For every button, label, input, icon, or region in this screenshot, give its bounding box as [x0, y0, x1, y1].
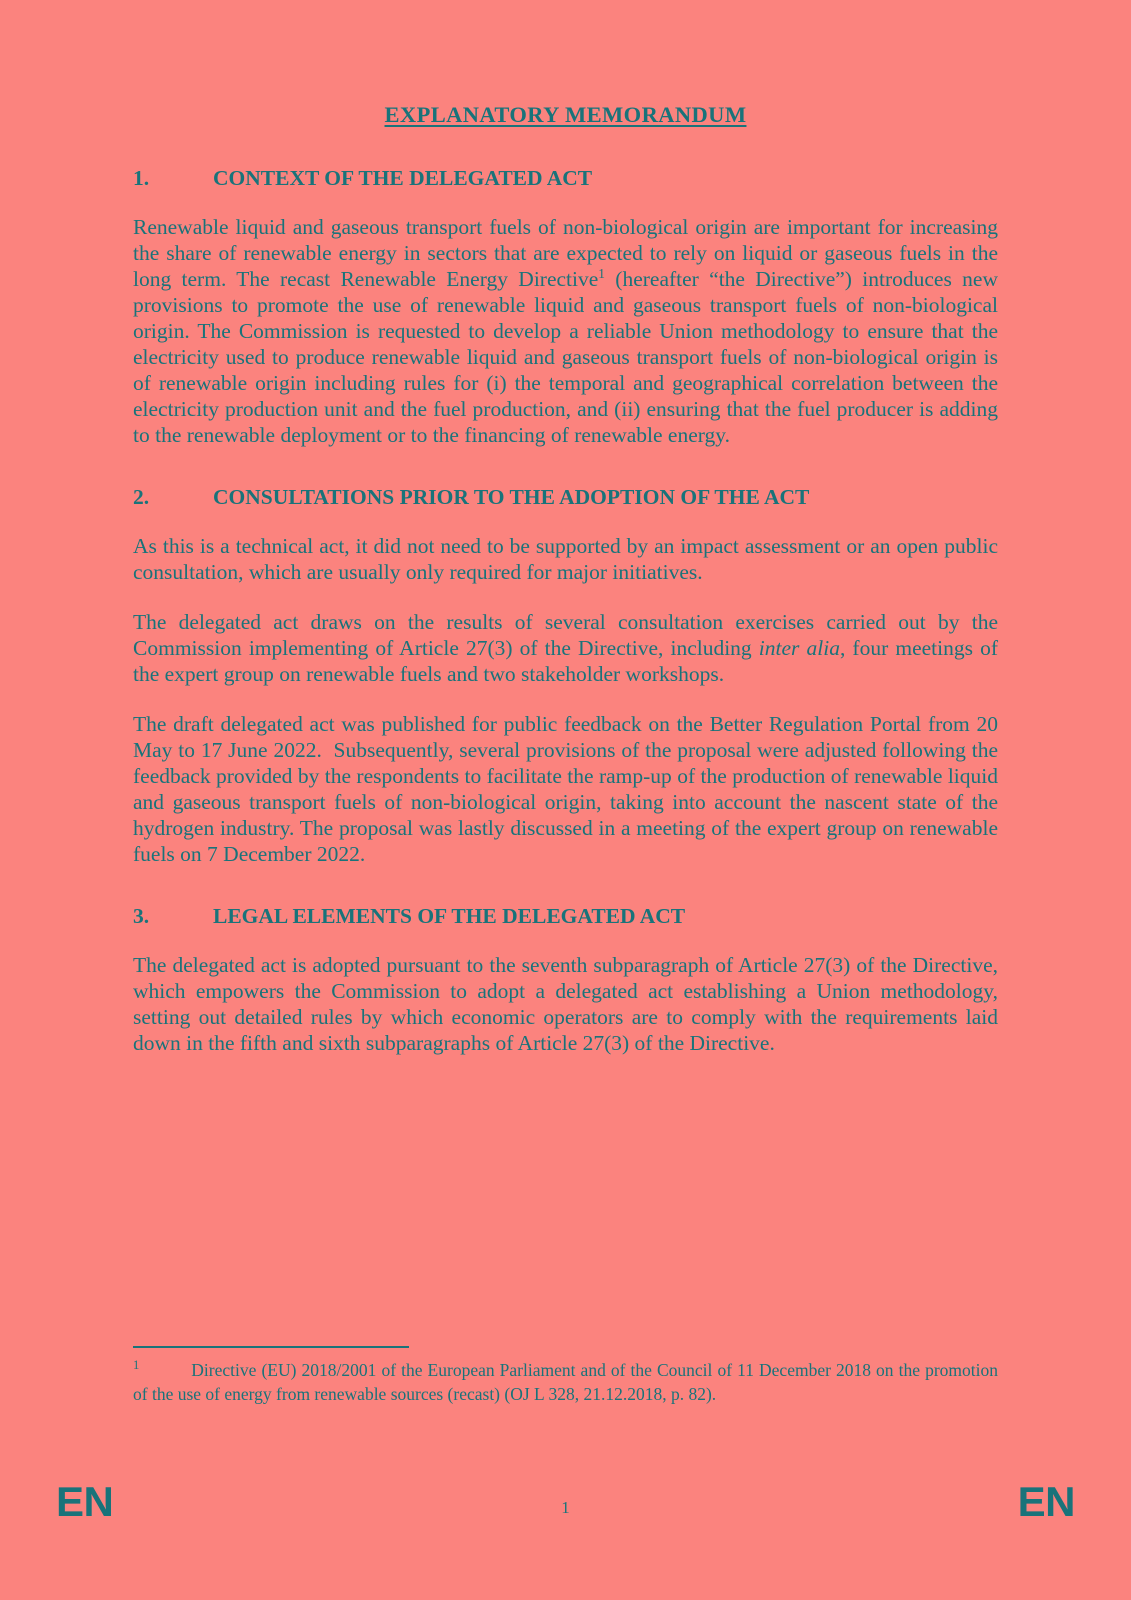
section-1-heading — [133, 165, 998, 192]
section-3-title: LEGAL ELEMENTS OF THE DELEGATED ACT — [213, 904, 686, 928]
paragraph-text: , four meetings of the expert group on renewable fuels and two stakeholder workshops. — [133, 636, 998, 686]
footnote-reference-1: 1 — [598, 265, 605, 281]
paragraph-text: Renewable liquid and gaseous transport fuels of non-biological origin are important for increasing the share of renewable energy in sectors that are expected to rely on liquid or gaseous fuels in the long term. The recast Renewable Energy Directive — [133, 215, 998, 291]
footnote-1 — [133, 1358, 998, 1406]
document-title: EXPLANATORY MEMORANDUM — [384, 102, 747, 127]
section-2-heading — [133, 484, 998, 511]
section-2-paragraph-3: The draft delegated act was published for public feedback on the Better Regulation Portal from 20 May to 17 June 2022. Subsequently, several provisions of the proposal were adjusted following the feedback provided by the respondents to facilitate the ramp-up of the production of renewable liquid and gaseous transport fuels of non-biological origin, taking into account the nascent state of the hydrogen industry. The proposal was lastly discussed in a meeting of the expert group on renewable fuels on 7 December 2022. — [133, 712, 998, 866]
footnote-text: Directive (EU) 2018/2001 of the European Parliament and of the Council of 11 December 2018 on the promotion of the use of energy from renewable sources (recast) (OJ L 328, 21.12.2018, p. 82). — [133, 1360, 998, 1404]
footnote-separator-rule — [133, 1346, 409, 1348]
footnote-marker: 1 — [133, 1358, 140, 1373]
latin-phrase-italic: inter alia — [758, 636, 840, 660]
section-2-number: 2. — [133, 485, 150, 509]
paragraph-text: (hereafter “the Directive”) introduces new provisions to promote the use of renewable liquid and gaseous transport fuels of non-biological origin. The Commission is requested to develop a reliable Union methodology to ensure that the electricity used to produce renewable liquid and gaseous transport fuels of non-biological origin is of renewable origin including rules for (i) the temporal and geographical correlation between the electricity production unit and the fuel production, and (ii) ensuring that the fuel producer is adding to the renewable deployment or to the financing of renewable energy. — [133, 267, 998, 447]
section-1-title: CONTEXT OF THE DELEGATED ACT — [213, 166, 593, 190]
section-2-paragraph-2 — [133, 609, 998, 687]
paragraph-text: The delegated act draws on the results of several consultation exercises carried out by the Commission implementing of Article 27(3) of the Directive, including — [133, 610, 998, 660]
section-2-title: CONSULTATIONS PRIOR TO THE ADOPTION OF THE ACT — [213, 485, 810, 509]
section-1-number: 1. — [133, 166, 150, 190]
section-2-paragraph-1: As this is a technical act, it did not need to be supported by an impact assessment or an open public consultation, which are usually only required for major initiatives. — [133, 534, 998, 584]
section-1-paragraph-1 — [133, 214, 998, 448]
page-number: 1 — [561, 1498, 570, 1517]
section-3-paragraph-1: The delegated act is adopted pursuant to the seventh subparagraph of Article 27(3) of the Directive, which empowers the Commission to adopt a delegated act establishing a Union methodology, setting out detailed rules by which economic operators are to comply with the requirements laid down in the fifth and sixth subparagraphs of Article 27(3) of the Directive. — [133, 953, 998, 1055]
section-3-number: 3. — [133, 904, 150, 928]
section-3-heading — [133, 903, 998, 930]
language-code-bottom-left: EN — [56, 1478, 114, 1525]
language-code-bottom-right: EN — [1017, 1478, 1075, 1525]
